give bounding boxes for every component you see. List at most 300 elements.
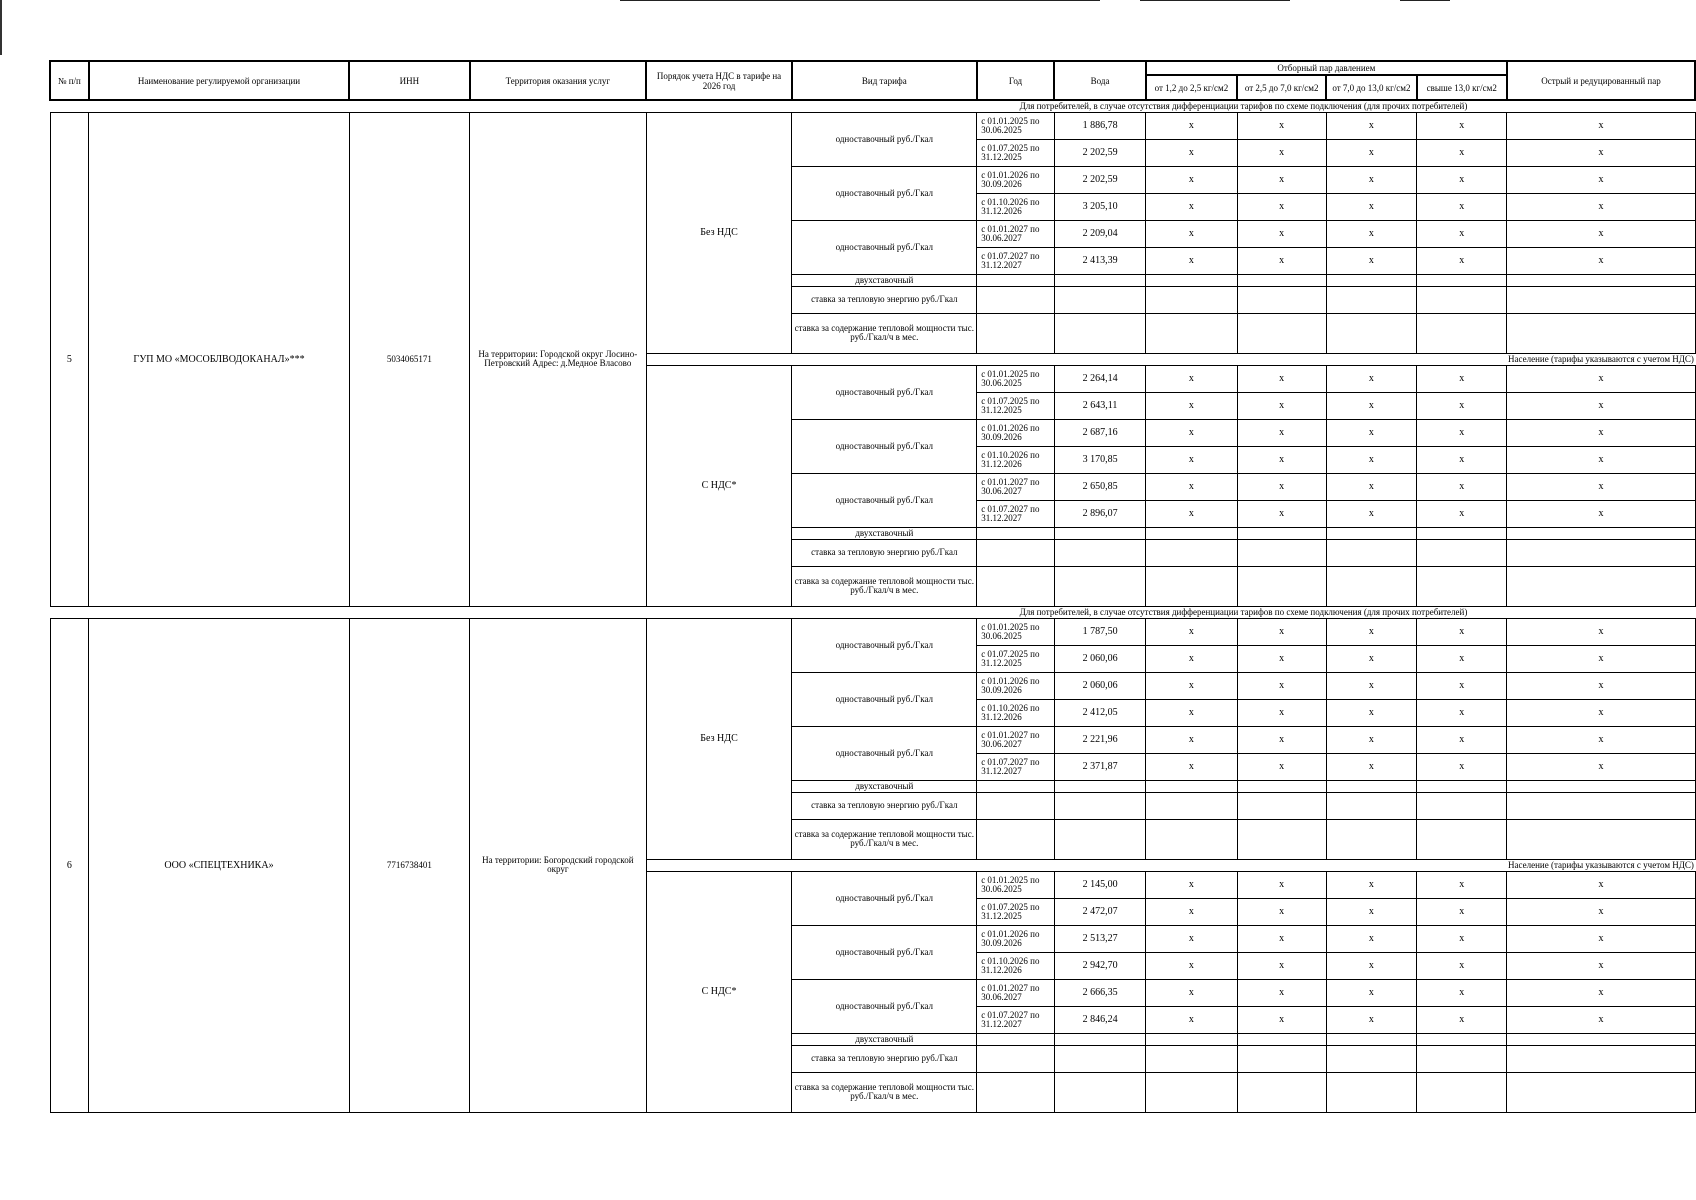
not-applicable-mark: x [1146,618,1237,645]
empty-cell [1237,1045,1326,1072]
not-applicable-mark: x [1237,871,1326,898]
period-cell: с 01.01.2026 по 30.09.2026 [977,419,1055,446]
not-applicable-mark: x [1326,446,1416,473]
empty-cell [1054,286,1145,313]
period-cell: с 01.07.2025 по 31.12.2025 [977,898,1055,925]
not-applicable-mark: x [1146,645,1237,672]
not-applicable-mark: x [1417,952,1507,979]
empty-cell [1326,1072,1416,1112]
period-cell: с 01.07.2025 по 31.12.2025 [977,645,1055,672]
org-name: ГУП МО «МОСОБЛВОДОКАНАЛ»*** [89,112,350,606]
section-spacer [646,859,1507,871]
period-cell: с 01.07.2027 по 31.12.2027 [977,753,1055,780]
org-first-row [50,112,1695,139]
empty-cell [977,780,1055,792]
not-applicable-mark: x [1146,871,1237,898]
vat-order-label: С НДС* [646,871,792,1112]
tariff-type-capacity-rate: ставка за содержание тепловой мощности тыс. руб./Гкал/ч в мес. [792,566,977,606]
water-value: 2 650,85 [1054,473,1145,500]
org-inn: 5034065171 [349,112,469,606]
not-applicable-mark: x [1237,139,1326,166]
tariff-type-one-rate: одноставочный руб./Гкал [792,726,977,780]
org-number: 6 [50,618,89,1112]
empty-cell [1326,527,1416,539]
empty-cell [1507,527,1695,539]
section-caption-other: Для потребителей, в случае отсутствия дифференциации тарифов по схеме подключения (для прочих потребителей) [792,100,1695,112]
not-applicable-mark: x [1417,365,1507,392]
tariff-type-energy-rate: ставка за тепловую энергию руб./Гкал [792,286,977,313]
not-applicable-mark: x [1237,618,1326,645]
not-applicable-mark: x [1507,166,1695,193]
not-applicable-mark: x [1237,925,1326,952]
header-sharp-steam: Острый и редуцированный пар [1507,61,1695,100]
vat-order-label: Без НДС [646,618,792,859]
tariff-type-one-rate: одноставочный руб./Гкал [792,365,977,419]
period-cell: с 01.01.2026 по 30.09.2026 [977,166,1055,193]
empty-cell [977,1045,1055,1072]
empty-cell [1507,566,1695,606]
not-applicable-mark: x [1326,419,1416,446]
tariff-type-one-rate: одноставочный руб./Гкал [792,672,977,726]
not-applicable-mark: x [1237,419,1326,446]
empty-cell [1507,313,1695,353]
period-cell: с 01.07.2025 по 31.12.2025 [977,139,1055,166]
not-applicable-mark: x [1507,220,1695,247]
not-applicable-mark: x [1237,645,1326,672]
section-row-other [50,100,1695,112]
period-cell: с 01.01.2027 по 30.06.2027 [977,979,1055,1006]
empty-cell [977,527,1055,539]
not-applicable-mark: x [1326,1006,1416,1033]
org-territory: На территории: Богородский городской округ [470,618,647,1112]
not-applicable-mark: x [1326,925,1416,952]
tariff-sheet [49,60,1696,1113]
not-applicable-mark: x [1237,392,1326,419]
period-cell: с 01.07.2027 по 31.12.2027 [977,1006,1055,1033]
not-applicable-mark: x [1507,473,1695,500]
not-applicable-mark: x [1237,699,1326,726]
empty-cell [1326,274,1416,286]
empty-cell [1054,566,1145,606]
tariff-type-one-rate: одноставочный руб./Гкал [792,618,977,672]
empty-cell [1146,1045,1237,1072]
left-edge-mark [0,0,2,55]
tariff-type-one-rate: одноставочный руб./Гкал [792,871,977,925]
header-vat-order: Порядок учета НДС в тарифе на 2026 год [646,61,792,100]
water-value: 2 060,06 [1054,672,1145,699]
not-applicable-mark: x [1326,871,1416,898]
empty-cell [1146,286,1237,313]
water-value: 2 221,96 [1054,726,1145,753]
period-cell: с 01.01.2025 по 30.06.2025 [977,871,1055,898]
not-applicable-mark: x [1237,193,1326,220]
water-value: 2 264,14 [1054,365,1145,392]
not-applicable-mark: x [1507,446,1695,473]
empty-cell [1146,539,1237,566]
not-applicable-mark: x [1417,247,1507,274]
header-num: № п/п [50,61,89,100]
empty-cell [1237,539,1326,566]
section-spacer [50,606,792,618]
tariff-type-capacity-rate: ставка за содержание тепловой мощности тыс. руб./Гкал/ч в мес. [792,1072,977,1112]
not-applicable-mark: x [1237,672,1326,699]
not-applicable-mark: x [1507,952,1695,979]
tariff-type-two-rate: двухставочный [792,274,977,286]
not-applicable-mark: x [1507,871,1695,898]
not-applicable-mark: x [1417,726,1507,753]
not-applicable-mark: x [1507,193,1695,220]
not-applicable-mark: x [1237,220,1326,247]
not-applicable-mark: x [1326,392,1416,419]
empty-cell [1507,792,1695,819]
empty-cell [1326,313,1416,353]
not-applicable-mark: x [1146,392,1237,419]
section-spacer [50,100,792,112]
tariff-type-energy-rate: ставка за тепловую энергию руб./Гкал [792,539,977,566]
empty-cell [1237,274,1326,286]
not-applicable-mark: x [1326,473,1416,500]
empty-cell [1237,1033,1326,1045]
not-applicable-mark: x [1417,419,1507,446]
water-value: 2 202,59 [1054,166,1145,193]
empty-cell [1237,792,1326,819]
not-applicable-mark: x [1146,473,1237,500]
empty-cell [1326,1045,1416,1072]
top-cut-line-3 [1400,0,1450,1]
not-applicable-mark: x [1237,166,1326,193]
org-number: 5 [50,112,89,606]
not-applicable-mark: x [1146,952,1237,979]
empty-cell [1054,313,1145,353]
not-applicable-mark: x [1417,1006,1507,1033]
not-applicable-mark: x [1326,645,1416,672]
empty-cell [1326,819,1416,859]
not-applicable-mark: x [1146,672,1237,699]
section-spacer [646,353,1507,365]
not-applicable-mark: x [1417,898,1507,925]
empty-cell [1507,1033,1695,1045]
empty-cell [1054,1072,1145,1112]
empty-cell [1417,527,1507,539]
empty-cell [1507,539,1695,566]
tariff-type-one-rate: одноставочный руб./Гкал [792,112,977,166]
empty-cell [1417,792,1507,819]
not-applicable-mark: x [1326,618,1416,645]
empty-cell [1417,819,1507,859]
empty-cell [1054,1033,1145,1045]
tariff-type-one-rate: одноставочный руб./Гкал [792,979,977,1033]
tariff-type-energy-rate: ставка за тепловую энергию руб./Гкал [792,792,977,819]
header-steam-group: Отборный пар давлением [1146,61,1507,75]
header-pressure-1: от 1,2 до 2,5 кг/см2 [1146,75,1237,100]
not-applicable-mark: x [1237,1006,1326,1033]
tariff-type-one-rate: одноставочный руб./Гкал [792,473,977,527]
not-applicable-mark: x [1507,726,1695,753]
not-applicable-mark: x [1417,139,1507,166]
empty-cell [977,819,1055,859]
empty-cell [1507,1045,1695,1072]
not-applicable-mark: x [1326,726,1416,753]
not-applicable-mark: x [1326,952,1416,979]
empty-cell [1417,539,1507,566]
water-value: 1 886,78 [1054,112,1145,139]
not-applicable-mark: x [1417,166,1507,193]
water-value: 1 787,50 [1054,618,1145,645]
water-value: 2 413,39 [1054,247,1145,274]
not-applicable-mark: x [1507,500,1695,527]
not-applicable-mark: x [1507,645,1695,672]
not-applicable-mark: x [1507,699,1695,726]
not-applicable-mark: x [1146,139,1237,166]
water-value: 2 643,11 [1054,392,1145,419]
not-applicable-mark: x [1417,699,1507,726]
water-value: 3 170,85 [1054,446,1145,473]
empty-cell [1146,274,1237,286]
period-cell: с 01.10.2026 по 31.12.2026 [977,446,1055,473]
empty-cell [1146,792,1237,819]
empty-cell [1054,1045,1145,1072]
not-applicable-mark: x [1507,925,1695,952]
not-applicable-mark: x [1237,898,1326,925]
top-cut-line-2 [1140,0,1290,1]
water-value: 2 202,59 [1054,139,1145,166]
not-applicable-mark: x [1326,753,1416,780]
not-applicable-mark: x [1507,898,1695,925]
empty-cell [1054,780,1145,792]
empty-cell [1237,819,1326,859]
not-applicable-mark: x [1507,753,1695,780]
not-applicable-mark: x [1146,925,1237,952]
water-value: 2 371,87 [1054,753,1145,780]
water-value: 2 209,04 [1054,220,1145,247]
not-applicable-mark: x [1417,500,1507,527]
empty-cell [1146,780,1237,792]
org-inn: 7716738401 [349,618,469,1112]
empty-cell [1417,780,1507,792]
period-cell: с 01.01.2026 по 30.09.2026 [977,925,1055,952]
header-inn: ИНН [349,61,469,100]
not-applicable-mark: x [1326,112,1416,139]
empty-cell [1326,792,1416,819]
not-applicable-mark: x [1507,672,1695,699]
not-applicable-mark: x [1146,220,1237,247]
empty-cell [1237,566,1326,606]
empty-cell [1237,286,1326,313]
not-applicable-mark: x [1417,871,1507,898]
empty-cell [1417,313,1507,353]
empty-cell [1054,792,1145,819]
period-cell: с 01.01.2027 по 30.06.2027 [977,220,1055,247]
not-applicable-mark: x [1146,446,1237,473]
not-applicable-mark: x [1507,139,1695,166]
empty-cell [1146,566,1237,606]
not-applicable-mark: x [1146,419,1237,446]
empty-cell [977,274,1055,286]
not-applicable-mark: x [1146,753,1237,780]
not-applicable-mark: x [1146,193,1237,220]
section-row-other [50,606,1695,618]
empty-cell [1054,527,1145,539]
water-value: 2 412,05 [1054,699,1145,726]
not-applicable-mark: x [1237,952,1326,979]
water-value: 2 942,70 [1054,952,1145,979]
not-applicable-mark: x [1417,446,1507,473]
not-applicable-mark: x [1417,925,1507,952]
empty-cell [977,1033,1055,1045]
not-applicable-mark: x [1417,618,1507,645]
period-cell: с 01.07.2027 по 31.12.2027 [977,500,1055,527]
tariff-type-one-rate: одноставочный руб./Гкал [792,419,977,473]
empty-cell [1507,1072,1695,1112]
tariff-table [49,60,1696,1113]
not-applicable-mark: x [1326,139,1416,166]
not-applicable-mark: x [1326,166,1416,193]
period-cell: с 01.01.2027 по 30.06.2027 [977,473,1055,500]
not-applicable-mark: x [1326,193,1416,220]
not-applicable-mark: x [1146,247,1237,274]
empty-cell [977,792,1055,819]
not-applicable-mark: x [1326,699,1416,726]
org-first-row [50,618,1695,645]
empty-cell [1326,286,1416,313]
not-applicable-mark: x [1507,1006,1695,1033]
water-value: 2 687,16 [1054,419,1145,446]
not-applicable-mark: x [1146,979,1237,1006]
tariff-type-two-rate: двухставочный [792,527,977,539]
not-applicable-mark: x [1417,473,1507,500]
not-applicable-mark: x [1146,1006,1237,1033]
water-value: 3 205,10 [1054,193,1145,220]
period-cell: с 01.10.2026 по 31.12.2026 [977,699,1055,726]
not-applicable-mark: x [1326,672,1416,699]
not-applicable-mark: x [1507,365,1695,392]
empty-cell [1326,1033,1416,1045]
header-year: Год [977,61,1055,100]
not-applicable-mark: x [1237,247,1326,274]
empty-cell [1054,819,1145,859]
not-applicable-mark: x [1417,645,1507,672]
not-applicable-mark: x [1237,753,1326,780]
empty-cell [1146,527,1237,539]
empty-cell [977,539,1055,566]
not-applicable-mark: x [1507,392,1695,419]
empty-cell [1237,1072,1326,1112]
empty-cell [1417,566,1507,606]
empty-cell [1417,1045,1507,1072]
not-applicable-mark: x [1326,500,1416,527]
header-territory: Территория оказания услуг [470,61,647,100]
not-applicable-mark: x [1507,618,1695,645]
empty-cell [1507,780,1695,792]
not-applicable-mark: x [1417,193,1507,220]
header-row-1 [50,61,1695,75]
water-value: 2 145,00 [1054,871,1145,898]
not-applicable-mark: x [1417,979,1507,1006]
period-cell: с 01.10.2026 по 31.12.2026 [977,193,1055,220]
empty-cell [1146,1072,1237,1112]
org-territory: На территории: Городской округ Лосино-Петровский Адрес: д.Медное Власово [470,112,647,606]
empty-cell [1417,1033,1507,1045]
empty-cell [1507,819,1695,859]
period-cell: с 01.07.2025 по 31.12.2025 [977,392,1055,419]
not-applicable-mark: x [1146,365,1237,392]
tariff-type-capacity-rate: ставка за содержание тепловой мощности тыс. руб./Гкал/ч в мес. [792,313,977,353]
water-value: 2 513,27 [1054,925,1145,952]
not-applicable-mark: x [1237,446,1326,473]
not-applicable-mark: x [1326,247,1416,274]
tariff-type-one-rate: одноставочный руб./Гкал [792,925,977,979]
header-pressure-3: от 7,0 до 13,0 кг/см2 [1326,75,1416,100]
empty-cell [1417,274,1507,286]
not-applicable-mark: x [1237,979,1326,1006]
vat-order-label: С НДС* [646,365,792,606]
empty-cell [1237,313,1326,353]
water-value: 2 666,35 [1054,979,1145,1006]
top-cut-line-1 [620,0,1100,1]
period-cell: с 01.01.2025 по 30.06.2025 [977,618,1055,645]
not-applicable-mark: x [1507,419,1695,446]
not-applicable-mark: x [1237,500,1326,527]
empty-cell [977,1072,1055,1112]
header-tariff-type: Вид тарифа [792,61,977,100]
empty-cell [977,313,1055,353]
not-applicable-mark: x [1326,898,1416,925]
not-applicable-mark: x [1417,672,1507,699]
period-cell: с 01.07.2027 по 31.12.2027 [977,247,1055,274]
empty-cell [1146,313,1237,353]
section-caption: Население (тарифы указываются с учетом НДС) [1508,353,1694,364]
period-cell: с 01.10.2026 по 31.12.2026 [977,952,1055,979]
not-applicable-mark: x [1146,500,1237,527]
not-applicable-mark: x [1326,220,1416,247]
empty-cell [977,286,1055,313]
period-cell: с 01.01.2025 по 30.06.2025 [977,112,1055,139]
not-applicable-mark: x [1237,112,1326,139]
section-caption-other: Для потребителей, в случае отсутствия дифференциации тарифов по схеме подключения (для прочих потребителей) [792,606,1695,618]
empty-cell [977,566,1055,606]
empty-cell [1417,1072,1507,1112]
not-applicable-mark: x [1146,726,1237,753]
not-applicable-mark: x [1146,898,1237,925]
tariff-type-capacity-rate: ставка за содержание тепловой мощности тыс. руб./Гкал/ч в мес. [792,819,977,859]
header-pressure-4: свыше 13,0 кг/см2 [1417,75,1507,100]
vat-order-label: Без НДС [646,112,792,353]
empty-cell [1507,286,1695,313]
empty-cell [1326,539,1416,566]
tariff-type-energy-rate: ставка за тепловую энергию руб./Гкал [792,1045,977,1072]
not-applicable-mark: x [1237,365,1326,392]
not-applicable-mark: x [1146,166,1237,193]
empty-cell [1326,780,1416,792]
header-water: Вода [1054,61,1145,100]
water-value: 2 060,06 [1054,645,1145,672]
not-applicable-mark: x [1417,112,1507,139]
not-applicable-mark: x [1507,112,1695,139]
not-applicable-mark: x [1146,699,1237,726]
empty-cell [1146,1033,1237,1045]
not-applicable-mark: x [1417,392,1507,419]
period-cell: с 01.01.2025 по 30.06.2025 [977,365,1055,392]
tariff-type-two-rate: двухставочный [792,1033,977,1045]
empty-cell [1417,286,1507,313]
not-applicable-mark: x [1326,365,1416,392]
section-caption: Население (тарифы указываются с учетом НДС) [1508,859,1694,870]
empty-cell [1054,539,1145,566]
not-applicable-mark: x [1237,473,1326,500]
empty-cell [1507,274,1695,286]
tariff-type-one-rate: одноставочный руб./Гкал [792,220,977,274]
not-applicable-mark: x [1507,247,1695,274]
